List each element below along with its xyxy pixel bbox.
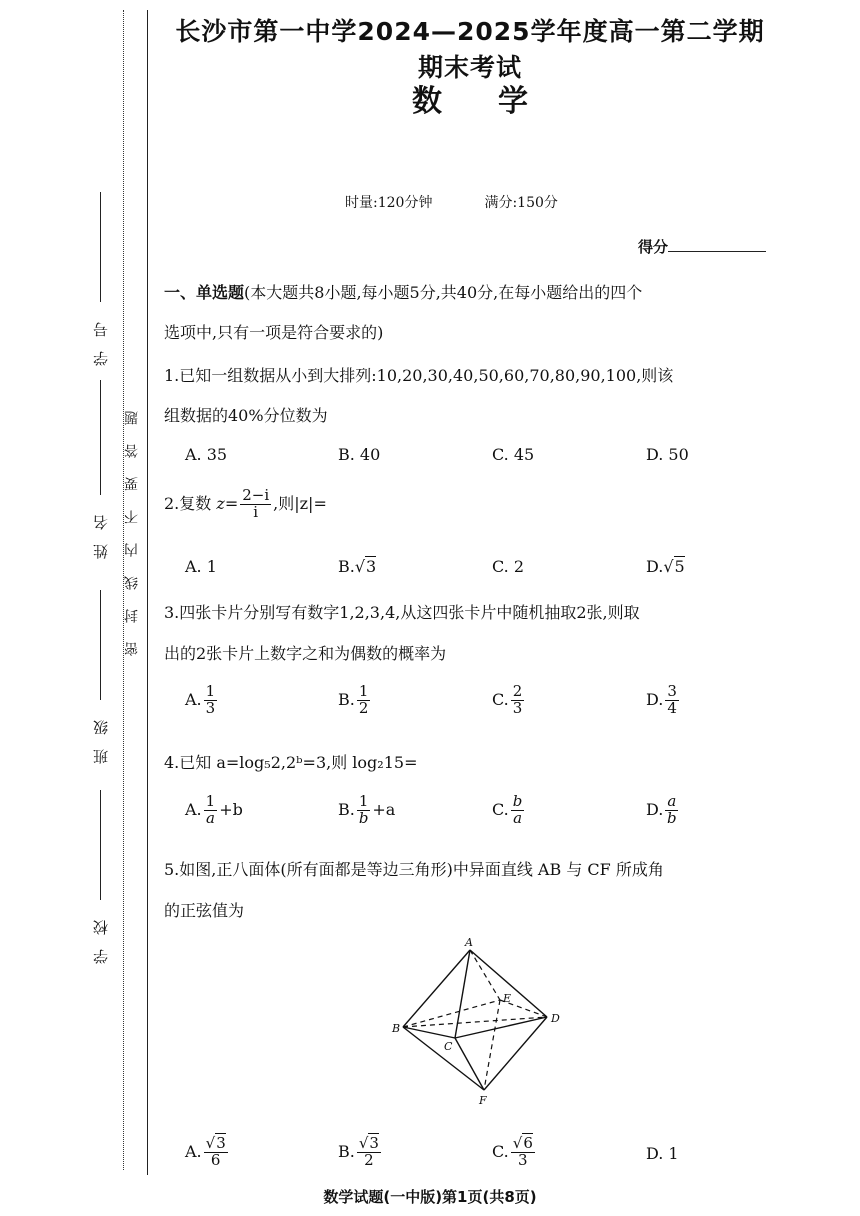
vertex-d-label: D bbox=[551, 1012, 560, 1025]
q1-option-c[interactable]: C. 45 bbox=[492, 445, 535, 464]
page-footer: 数学试题(一中版)第1页(共8页) bbox=[323, 1188, 537, 1206]
q2-fraction bbox=[240, 488, 271, 521]
vertex-a-label: A bbox=[465, 936, 473, 949]
q3-line1: 3.四张卡片分别写有数字1,2,3,4,从这四张卡片中随机抽取2张,则取 bbox=[164, 603, 640, 622]
q4-option-b[interactable]: B. $\frac{1}{b}$ +a bbox=[338, 792, 396, 827]
q4-option-c[interactable]: C. $\frac{b}{a}$ bbox=[492, 792, 523, 827]
q2-var: z bbox=[216, 493, 225, 513]
q2-eq: = bbox=[224, 493, 239, 513]
q1-option-b[interactable]: B. 40 bbox=[338, 445, 381, 464]
q1-line2: 组数据的40%分位数为 bbox=[164, 406, 328, 425]
class-label: 班级 bbox=[91, 706, 110, 764]
q2-option-b[interactable]: B.√3 bbox=[338, 557, 377, 576]
q5-option-c[interactable]: C. $\frac{√6}{3}$ bbox=[492, 1134, 533, 1169]
q3-option-c[interactable]: C. $\frac{2}{3}$ bbox=[492, 682, 523, 717]
q5-option-b[interactable]: B. $\frac{√3}{2}$ bbox=[338, 1134, 379, 1169]
subject-title: 数学 bbox=[412, 84, 584, 119]
q4-stem: 4.已知 a=log₅2,2ᵇ=3,则 log₂15= bbox=[164, 753, 418, 772]
student-id-field[interactable] bbox=[86, 192, 114, 372]
vertex-e-label: E bbox=[503, 992, 512, 1005]
school-field[interactable] bbox=[86, 790, 114, 970]
octahedron-figure bbox=[380, 930, 580, 1110]
q1-option-d[interactable]: D. 50 bbox=[646, 445, 689, 464]
student-id-label: 学号 bbox=[91, 308, 110, 366]
q3-option-b[interactable]: B. $\frac{1}{2}$ bbox=[338, 682, 369, 717]
q2-num: 2−i bbox=[242, 486, 270, 504]
q2-prefix: 2.复数 bbox=[164, 493, 212, 513]
vertex-b-label: B bbox=[392, 1022, 401, 1035]
name-label: 姓名 bbox=[91, 501, 110, 559]
q2-den: i bbox=[253, 502, 259, 521]
seal-notice: 密封线内不要答题 bbox=[124, 392, 140, 656]
section-title: 一、单选题 bbox=[164, 283, 245, 302]
q1-line1: 1.已知一组数据从小到大排列:10,20,30,40,50,60,70,80,90,100,则该 bbox=[164, 366, 674, 385]
q2-option-a[interactable]: A. 1 bbox=[185, 557, 217, 576]
q3-option-d[interactable]: D. $\frac{3}{4}$ bbox=[646, 682, 677, 717]
section-desc: (本大题共8小题,每小题5分,共40分,在每小题给出的四个 bbox=[244, 283, 643, 302]
q2-suffix: ,则|z|= bbox=[273, 493, 327, 513]
q5-option-d[interactable]: D. 1 bbox=[646, 1144, 679, 1163]
time-limit: 时量:120分钟 bbox=[345, 195, 433, 211]
score-box[interactable] bbox=[638, 236, 766, 257]
q2-stem bbox=[164, 488, 327, 521]
exam-info bbox=[345, 192, 610, 212]
q4-option-a[interactable]: A. $\frac{1}{a}$ +b bbox=[185, 792, 243, 827]
name-field[interactable] bbox=[86, 380, 114, 565]
score-blank[interactable] bbox=[668, 237, 766, 252]
full-score: 满分:150分 bbox=[484, 195, 558, 211]
q4-option-d[interactable]: D. $\frac{a}{b}$ bbox=[646, 792, 677, 827]
vertex-c-label: C bbox=[444, 1040, 453, 1053]
school-label: 学校 bbox=[91, 906, 110, 964]
score-label: 得分 bbox=[638, 238, 669, 256]
q5-line1: 5.如图,正八面体(所有面都是等边三角形)中异面直线 AB 与 CF 所成角 bbox=[164, 860, 664, 879]
section-heading bbox=[164, 280, 642, 303]
vertex-f-label: F bbox=[479, 1094, 487, 1107]
q2-option-c[interactable]: C. 2 bbox=[492, 557, 525, 576]
section-desc-2: 选项中,只有一项是符合要求的) bbox=[164, 323, 384, 342]
q3-option-a[interactable]: A. $\frac{1}{3}$ bbox=[185, 682, 216, 717]
q3-line2: 出的2张卡片上数字之和为偶数的概率为 bbox=[164, 644, 447, 663]
q2-option-d[interactable]: D.√5 bbox=[646, 557, 685, 576]
q5-option-a[interactable]: A. $\frac{√3}{6}$ bbox=[185, 1134, 226, 1169]
q5-line2: 的正弦值为 bbox=[164, 901, 245, 920]
class-field[interactable] bbox=[86, 590, 114, 770]
exam-title: 长沙市第一中学2024—2025学年度高一第二学期期末考试 bbox=[175, 17, 765, 82]
q1-option-a[interactable]: A. 35 bbox=[185, 445, 228, 464]
